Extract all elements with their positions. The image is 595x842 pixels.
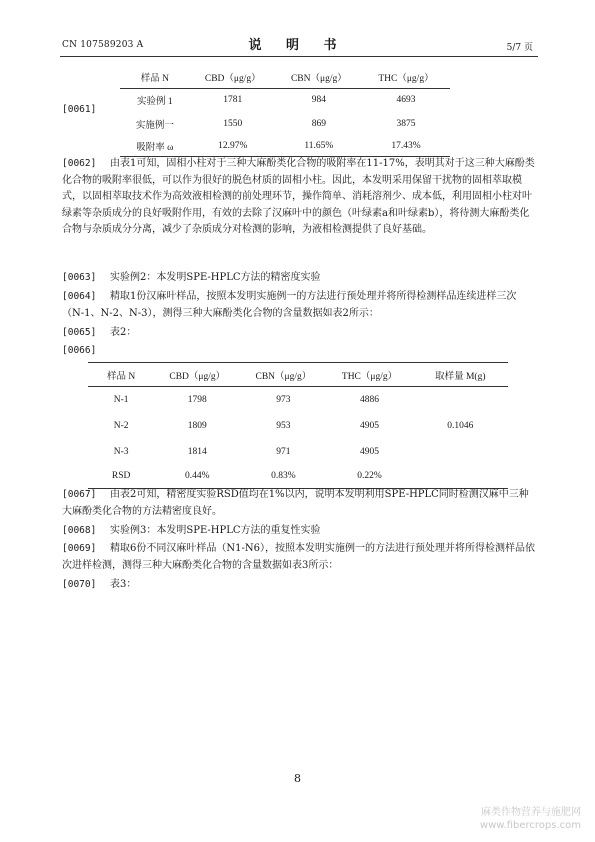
patent-number: CN 107589203 A [62, 40, 144, 50]
table-header: 取样量 M(g) [435, 371, 486, 382]
table-cell: 实施例一 [135, 121, 174, 131]
table-cell: 4905 [360, 446, 380, 457]
sample-mass-cell: 0.1046 [447, 420, 474, 431]
table-header: CBN（μg/g） [290, 73, 347, 84]
table-cell: 1550 [223, 119, 243, 129]
paragraph-id-0061: [0061] [62, 104, 97, 115]
table-row [88, 387, 508, 413]
table-cell: 1798 [187, 394, 207, 405]
table-cell: 吸附率 ω [136, 142, 174, 153]
table-cell: 0.83% [271, 471, 296, 482]
table-cell: 实验例 1 [137, 97, 173, 108]
table-cell: 17.43% [391, 140, 421, 151]
table-header: CBD（μg/g） [204, 73, 261, 84]
paragraph-0069: 精取6份不同汉麻叶样品（N1-N6），按照本发明实施例一的方法进行预处理并将所得检测样品依次进样检测，测得三种大麻酚类化合物的含量数据如表3所示： [62, 543, 535, 571]
watermark [480, 806, 581, 832]
paragraph-0070: 表3： [110, 579, 137, 590]
paragraph-id-0064: [0064] [62, 291, 97, 302]
paragraph-0063: 实验例2：本发明SPE-HPLC方法的精密度实验 [110, 272, 321, 283]
table-cell: 1814 [187, 446, 207, 457]
table-header-row [88, 363, 508, 387]
table-header: CBD（μg/g） [169, 371, 226, 382]
paragraph-id-0070: [0070] [62, 579, 97, 590]
table-header: THC（μg/g） [341, 371, 398, 382]
watermark-line-2: www.fibercrops.com [479, 820, 581, 831]
document-title: 说 明 书 [248, 38, 347, 53]
table-cell: N-2 [113, 420, 129, 431]
table-cell: N-3 [113, 446, 129, 457]
table-cell: 11.65% [304, 140, 334, 151]
table-header: THC（μg/g） [378, 73, 434, 84]
table-cell: 984 [311, 95, 326, 106]
table-cell: 869 [311, 119, 326, 129]
table-cell: 3875 [396, 119, 416, 129]
table-1 [120, 66, 450, 157]
paragraph-0062: 由表1可知，固相小柱对于三种大麻酚类化合物的吸附率在11-17%，表明其对于这三种大麻酚类化合物的吸附率很低，可以作为很好的脱色材质的固相小柱。因此，本发明采用保留干扰物的固相萃取模式，以固相萃取技术作为高效液相检测的前处理环节，操作简单、消耗溶剂少、成本低，利用固相小柱对叶绿素等杂质成分的良好吸附作用，有效的去除了汉麻叶中的颜色（叶绿素a和叶绿素b），将待测大麻酚类化合物与杂质成分分离，减少了杂质成分对检测的影响，为液相检测提供了良好基础。 [62, 158, 535, 235]
paragraph-id-0063: [0063] [62, 272, 97, 283]
table-cell: 4886 [360, 394, 380, 405]
table-cell: 953 [276, 420, 291, 431]
paragraph-id-0062: [0062] [62, 158, 97, 169]
paragraph-id-0069: [0069] [62, 543, 97, 554]
table-row [120, 112, 450, 136]
paragraph-0065: 表2： [110, 327, 137, 338]
table-cell: N-1 [113, 394, 129, 405]
table-cell: 1809 [187, 420, 207, 431]
table-row [120, 88, 450, 112]
paragraph-id-0066: [0066] [62, 345, 97, 356]
paragraph-id-0065: [0065] [62, 327, 97, 338]
table-cell: 971 [276, 446, 291, 457]
paragraph-id-0068: [0068] [62, 525, 97, 536]
paragraph-0068: 实验例3：本发明SPE-HPLC方法的重复性实验 [110, 525, 321, 536]
table-cell: 973 [276, 394, 291, 405]
page-info: 5/7 页 [506, 43, 533, 53]
table-cell: 0.44% [184, 471, 210, 482]
table-cell: 4693 [396, 95, 416, 106]
paragraph-0067: 由表2可知，精密度实验RSD值均在1%以内，说明本发明利用SPE-HPLC同时检测汉麻中三种大麻酚类化合物的方法精密度良好。 [62, 489, 529, 517]
table-cell: 0.22% [357, 471, 382, 482]
paragraph-0064: 精取1份汉麻叶样品，按照本发明实施例一的方法进行预处理并将所得检测样品连续进样三次（N-1、N-2、N-3），测得三种大麻酚类化合物的含量数据如表2所示： [62, 291, 517, 319]
page-number: 8 [294, 772, 301, 785]
table-header: 样品 N [140, 73, 169, 84]
table-cell: 4905 [360, 420, 380, 431]
table-row [88, 465, 508, 489]
table-header: 样品 N [106, 371, 136, 382]
watermark-line-1: 麻类作物营养与施肥网 [481, 807, 581, 818]
table-row [120, 136, 450, 156]
table-cell: 12.97% [218, 140, 248, 151]
table-cell [413, 465, 508, 489]
table-header-row [120, 66, 450, 88]
header-rule [60, 56, 538, 57]
paragraph-id-0067: [0067] [62, 489, 97, 500]
table-cell: RSD [111, 471, 131, 482]
table-2 [88, 362, 508, 489]
table-cell: 1781 [223, 95, 243, 106]
table-header: CBN（μg/g） [255, 371, 312, 382]
